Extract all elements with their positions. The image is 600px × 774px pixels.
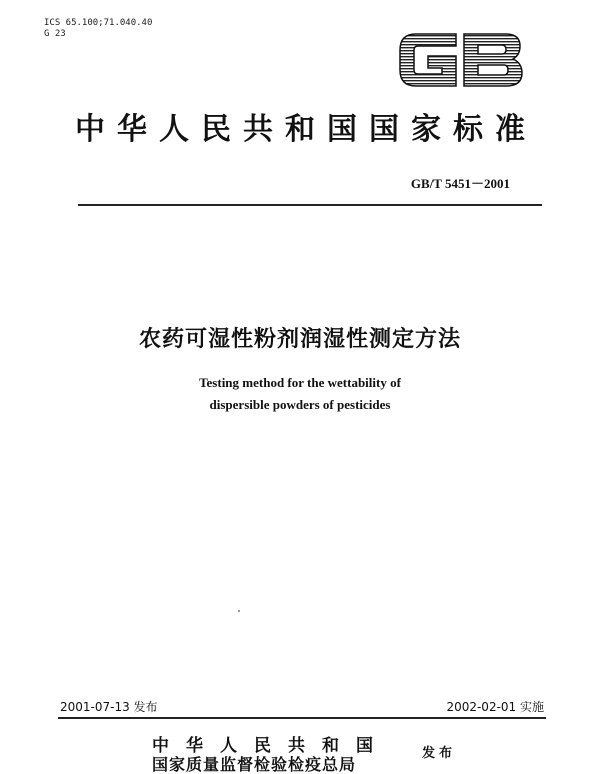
ics-code: ICS 65.100;71.040.40: [44, 18, 153, 28]
document-title-english: [0, 372, 600, 416]
english-title-line-1: Testing method for the wettability of: [199, 375, 401, 390]
ccs-code: G 23: [44, 29, 66, 39]
english-title-line-2: dispersible powders of pesticides: [209, 397, 391, 412]
issuer-line-2: 国家质量监督检验检疫总局: [152, 755, 357, 774]
classification-codes: [44, 18, 152, 40]
issue-date: 2001-07-13 发布: [60, 700, 158, 714]
issue-label: 发布: [422, 746, 457, 761]
issuer-line-1: 中华人民共和国: [152, 736, 390, 756]
footer-divider: [58, 717, 546, 719]
implementation-date: 2002-02-01 实施: [446, 700, 544, 714]
gb-logo: [394, 26, 528, 94]
scan-speck: [238, 610, 240, 612]
standard-number: GB/T 5451－2001: [410, 176, 510, 191]
gb-logo-text: GB: [394, 26, 396, 27]
national-standard-heading: 中华人民共和国国家标准: [75, 112, 537, 147]
issuing-authority: [152, 736, 390, 774]
header-divider: [78, 204, 542, 206]
document-title-chinese: 农药可湿性粉剂润湿性测定方法: [138, 327, 461, 352]
